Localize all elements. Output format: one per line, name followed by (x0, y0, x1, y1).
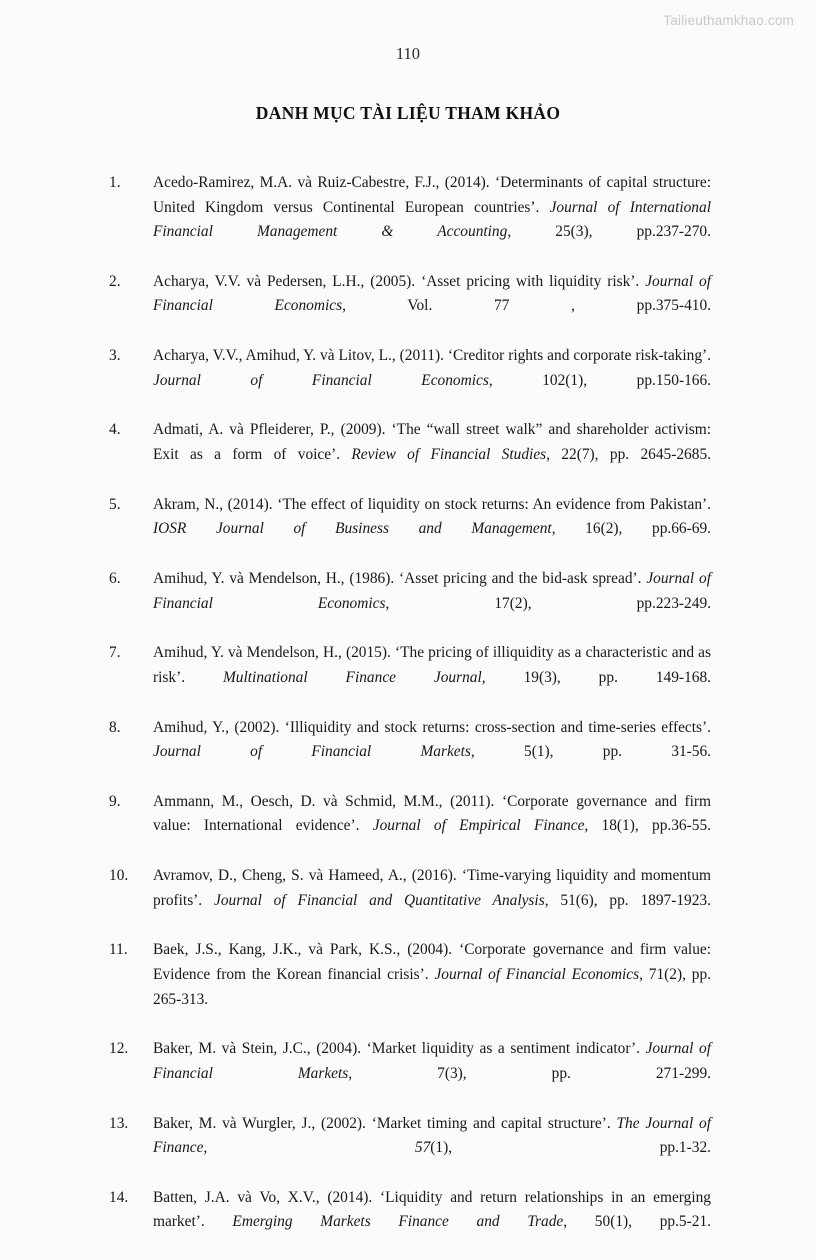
reference-citation-lead: Acharya, V.V. và Pedersen, L.H., (2005). ‘Asset pricing with liquidity risk’. (153, 272, 646, 290)
reference-source-title: Journal of Financial Economics (153, 371, 489, 389)
reference-citation-lead: Acharya, V.V., Amihud, Y. và Litov, L., (2011). ‘Creditor rights and corporate risk-taking’. (153, 347, 711, 365)
reference-entry (105, 567, 711, 641)
reference-text (153, 418, 711, 492)
reference-citation-lead: Batten, J.A. và Vo, X.V., (2014). ‘Liquidity and return relationships in an emerging market’. (153, 1188, 711, 1231)
watermark-text: Tailieuthamkhao.com (663, 13, 794, 28)
reference-source-title: The Journal of Finance, 57 (153, 1114, 711, 1157)
reference-source-title: IOSR Journal of Business and Management (153, 520, 552, 538)
reference-number: 6. (109, 570, 121, 587)
reference-citation-lead: Akram, N., (2014). ‘The effect of liquidity on stock returns: An evidence from Pakistan’. (153, 495, 711, 513)
reference-source-title: Journal of Financial Markets (153, 1040, 712, 1082)
reference-locator: , 71(2), pp. 265-313. (153, 966, 712, 1008)
reference-citation-lead: Avramov, D., Cheng, S. và Hameed, A., (2016). ‘Time-varying liquidity and momentum profits’. (153, 867, 711, 909)
reference-locator: , 18(1), pp.36-55. (584, 817, 711, 835)
reference-text (153, 493, 711, 567)
reference-text (153, 1186, 711, 1260)
reference-number: 3. (109, 347, 121, 365)
reference-source-title: Journal of Financial and Quantitative Analysis (213, 891, 545, 909)
reference-text (153, 171, 711, 269)
reference-source-title: Journal of Financial Economics (434, 966, 640, 983)
reference-number: 4. (109, 421, 121, 439)
reference-locator: , 19(3), pp. 149-168. (481, 668, 711, 686)
reference-locator: , Vol. 77 , pp.375-410. (342, 297, 712, 315)
reference-number: 14. (109, 1188, 129, 1206)
reference-number: 9. (109, 792, 121, 810)
reference-locator: , 7(3), pp. 271-299. (348, 1064, 712, 1082)
reference-entry (105, 270, 711, 344)
reference-locator: , 22(7), pp. 2645-2685. (546, 446, 711, 464)
reference-entry (105, 418, 711, 492)
reference-locator: , 16(2), pp.66-69. (551, 520, 711, 538)
reference-text (153, 716, 711, 790)
reference-locator: , 25(3), pp.237-270. (507, 223, 711, 241)
page-number: 110 (395, 44, 421, 63)
reference-number: 5. (109, 495, 121, 513)
reference-number: 12. (109, 1040, 129, 1058)
reference-entry (105, 1112, 711, 1186)
reference-entry (105, 171, 711, 269)
reference-source-title: Multinational Finance Journal (222, 668, 482, 686)
reference-source-title: Journal of International Financial Management & Accounting (153, 198, 711, 241)
reference-number: 13. (109, 1114, 129, 1132)
reference-locator: , 51(6), pp. 1897-1923. (544, 891, 711, 909)
reference-number: 1. (109, 174, 121, 191)
reference-entry (105, 790, 711, 864)
reference-text (153, 1037, 711, 1111)
reference-citation-lead: Baker, M. và Stein, J.C., (2004). ‘Market liquidity as a sentiment indicator’. (153, 1040, 646, 1058)
reference-locator: , 102(1), pp.150-166. (488, 371, 712, 389)
reference-locator: , 17(2), pp.223-249. (385, 594, 711, 612)
reference-text (153, 567, 711, 641)
reference-source-title: Review of Financial Studies (351, 446, 547, 464)
reference-number: 10. (109, 867, 129, 885)
reference-locator: , 50(1), pp.5-21. (563, 1213, 711, 1231)
reference-entry (105, 1186, 711, 1260)
reference-text (153, 864, 711, 938)
reference-source-title: Journal of Financial Economics (153, 272, 711, 315)
reference-text (153, 344, 711, 418)
reference-entry (105, 938, 711, 1036)
reference-locator: (1), pp.1-32. (430, 1139, 711, 1157)
reference-locator: , 5(1), pp. 31-56. (470, 743, 712, 761)
reference-number: 11. (109, 941, 128, 959)
reference-text (153, 938, 711, 1036)
reference-text (153, 790, 711, 864)
reference-entry (105, 344, 711, 418)
reference-text (153, 641, 711, 715)
reference-citation-lead: Amihud, Y., (2002). ‘Illiquidity and stock returns: cross-section and time-series effects’. (153, 718, 711, 736)
reference-source-title: Emerging Markets Finance and Trade (232, 1213, 564, 1231)
reference-entry (105, 1037, 711, 1111)
reference-list (105, 171, 711, 1260)
reference-citation-lead: Amihud, Y. và Mendelson, H., (2015). ‘The pricing of illiquidity as a characteristic and as risk’. (153, 644, 711, 686)
reference-number: 2. (109, 272, 121, 290)
reference-entry (105, 641, 711, 715)
reference-citation-lead: Amihud, Y. và Mendelson, H., (1986). ‘Asset pricing and the bid-ask spread’. (153, 570, 647, 587)
reference-citation-lead: Baker, M. và Wurgler, J., (2002). ‘Market timing and capital structure’. (153, 1114, 617, 1132)
reference-number: 7. (109, 644, 121, 662)
page-title: DANH MỤC TÀI LIỆU THAM KHẢO (255, 103, 561, 123)
reference-citation-lead: Ammann, M., Oesch, D. và Schmid, M.M., (2011). ‘Corporate governance and firm value: International evidence’. (153, 792, 711, 835)
reference-number: 8. (109, 718, 121, 736)
reference-entry (105, 493, 711, 567)
reference-citation-lead: Acedo-Ramirez, M.A. và Ruiz-Cabestre, F.J., (2014). ‘Determinants of capital structure: United Kingdom versus Continental European countries’. (153, 174, 711, 216)
reference-entry (105, 716, 711, 790)
reference-text (153, 270, 711, 344)
reference-citation-lead: Admati, A. và Pfleiderer, P., (2009). ‘The “wall street walk” and shareholder activism: Exit as a form of voice’. (153, 421, 711, 464)
reference-entry (105, 864, 711, 938)
reference-source-title: Journal of Empirical Finance (372, 817, 585, 835)
reference-source-title: Journal of Financial Economics (153, 570, 711, 612)
reference-source-title: Journal of Financial Markets (153, 743, 471, 761)
reference-citation-lead: Baek, J.S., Kang, J.K., và Park, K.S., (2004). ‘Corporate governance and firm value: Evidence from the Korean financial crisis’. (153, 941, 711, 983)
reference-text (153, 1112, 711, 1186)
